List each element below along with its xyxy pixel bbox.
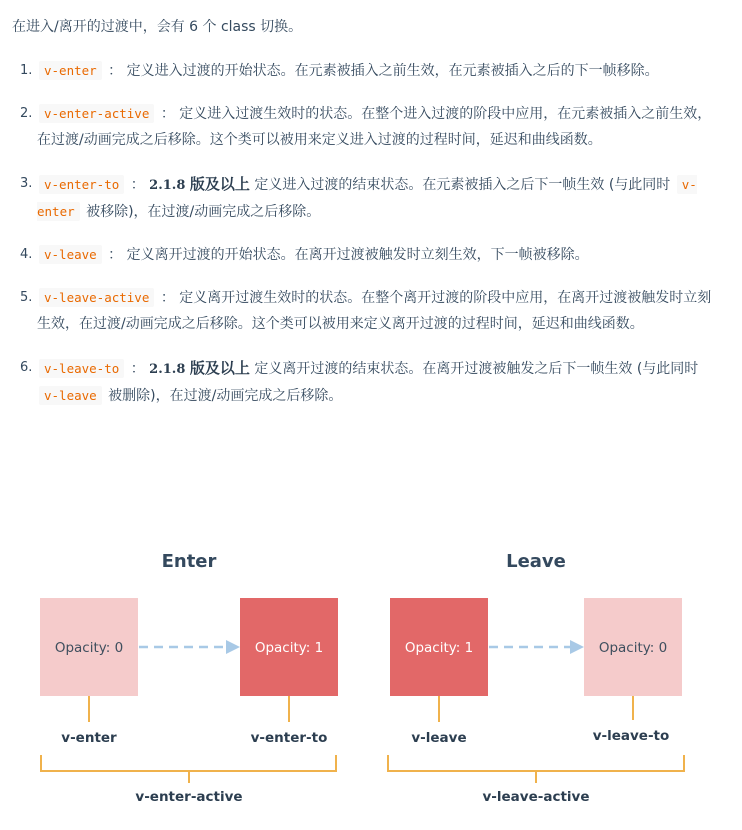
item-sep: ： <box>108 247 123 264</box>
leave-from-box-label: Opacity: 1 <box>404 640 474 656</box>
leave-active-bracket <box>388 755 684 771</box>
item-sep: ： <box>108 63 123 79</box>
list-item <box>0 171 742 225</box>
version-number: 2.1.8 <box>149 361 186 377</box>
item-text-tail: 被移除)，在过渡/动画完成之后移除。 <box>86 203 321 220</box>
label-v-leave: v-leave <box>411 730 467 746</box>
class-code-inline: v-leave <box>39 386 102 405</box>
class-code: v-leave-active <box>39 288 154 307</box>
version-suffix: 版及以上 <box>189 174 250 193</box>
version-note <box>149 358 250 377</box>
class-code-inline: v-enter <box>37 176 697 219</box>
item-text: 定义离开过渡的结束状态。在离开过渡被触发之后下一帧生效 (与此同时 <box>254 360 699 377</box>
version-suffix: 版及以上 <box>189 358 250 377</box>
list-item <box>0 242 742 268</box>
enter-to-box-label: Opacity: 1 <box>254 640 324 656</box>
item-sep: ： <box>130 176 145 193</box>
item-sep: ： <box>130 360 145 377</box>
leave-to-box-label: Opacity: 0 <box>598 640 668 656</box>
class-code: v-leave-to <box>39 359 124 378</box>
label-v-enter-active: v-enter-active <box>135 789 243 805</box>
list-item <box>0 58 742 84</box>
class-code: v-enter-active <box>39 104 154 123</box>
class-list <box>0 58 742 424</box>
item-number: 2. <box>20 106 33 122</box>
version-number: 2.1.8 <box>149 177 186 193</box>
label-v-leave-active: v-leave-active <box>482 789 590 805</box>
label-v-leave-to: v-leave-to <box>592 728 670 744</box>
item-number: 5. <box>20 290 33 306</box>
class-code: v-leave <box>39 245 102 264</box>
transition-diagram-svg <box>0 530 742 830</box>
item-number: 6. <box>20 359 33 375</box>
item-number: 4. <box>20 247 33 263</box>
item-text: 定义进入过渡的结束状态。在元素被插入之后下一帧生效 (与此同时 <box>254 176 671 193</box>
item-text: 定义离开过渡生效时的状态。在整个离开过渡的阶段中应用，在离开过渡被触发时立刻生效，在过渡/动画完成之后移除。这个类可以被用来定义离开过渡的过程时间，延迟和曲线函数。 <box>37 290 712 333</box>
item-number: 1. <box>20 63 33 78</box>
leave-title: Leave <box>506 551 566 572</box>
enter-arrow-head <box>226 640 240 654</box>
version-note <box>149 174 250 193</box>
item-text: 定义进入过渡的开始状态。在元素被插入之前生效，在元素被插入之后的下一帧移除。 <box>126 63 659 79</box>
leave-arrow-head <box>570 640 584 654</box>
enter-from-box-label: Opacity: 0 <box>54 640 124 656</box>
label-v-enter-to: v-enter-to <box>250 730 328 746</box>
item-sep: ： <box>160 106 175 123</box>
label-v-enter: v-enter <box>61 730 117 746</box>
list-item <box>0 355 742 409</box>
enter-active-bracket <box>41 755 336 771</box>
intro-text: 在进入/离开的过渡中，会有 6 个 class 切换。 <box>12 19 303 35</box>
transition-diagram <box>0 530 742 830</box>
item-sep: ： <box>160 290 175 307</box>
class-code: v-enter <box>39 61 102 80</box>
item-text-tail: 被删除)，在过渡/动画完成之后移除。 <box>108 387 343 404</box>
item-number: 3. <box>20 175 33 191</box>
list-item <box>0 101 742 153</box>
class-code: v-enter-to <box>39 175 124 194</box>
item-text: 定义进入过渡生效时的状态。在整个进入过渡的阶段中应用，在元素被插入之前生效，在过渡/动画完成之后移除。这个类可以被用来定义进入过渡的过程时间，延迟和曲线函数。 <box>37 106 712 149</box>
item-text: 定义离开过渡的开始状态。在离开过渡被触发时立刻生效，下一帧被移除。 <box>126 247 589 264</box>
enter-title: Enter <box>161 551 217 572</box>
list-item <box>0 285 742 337</box>
